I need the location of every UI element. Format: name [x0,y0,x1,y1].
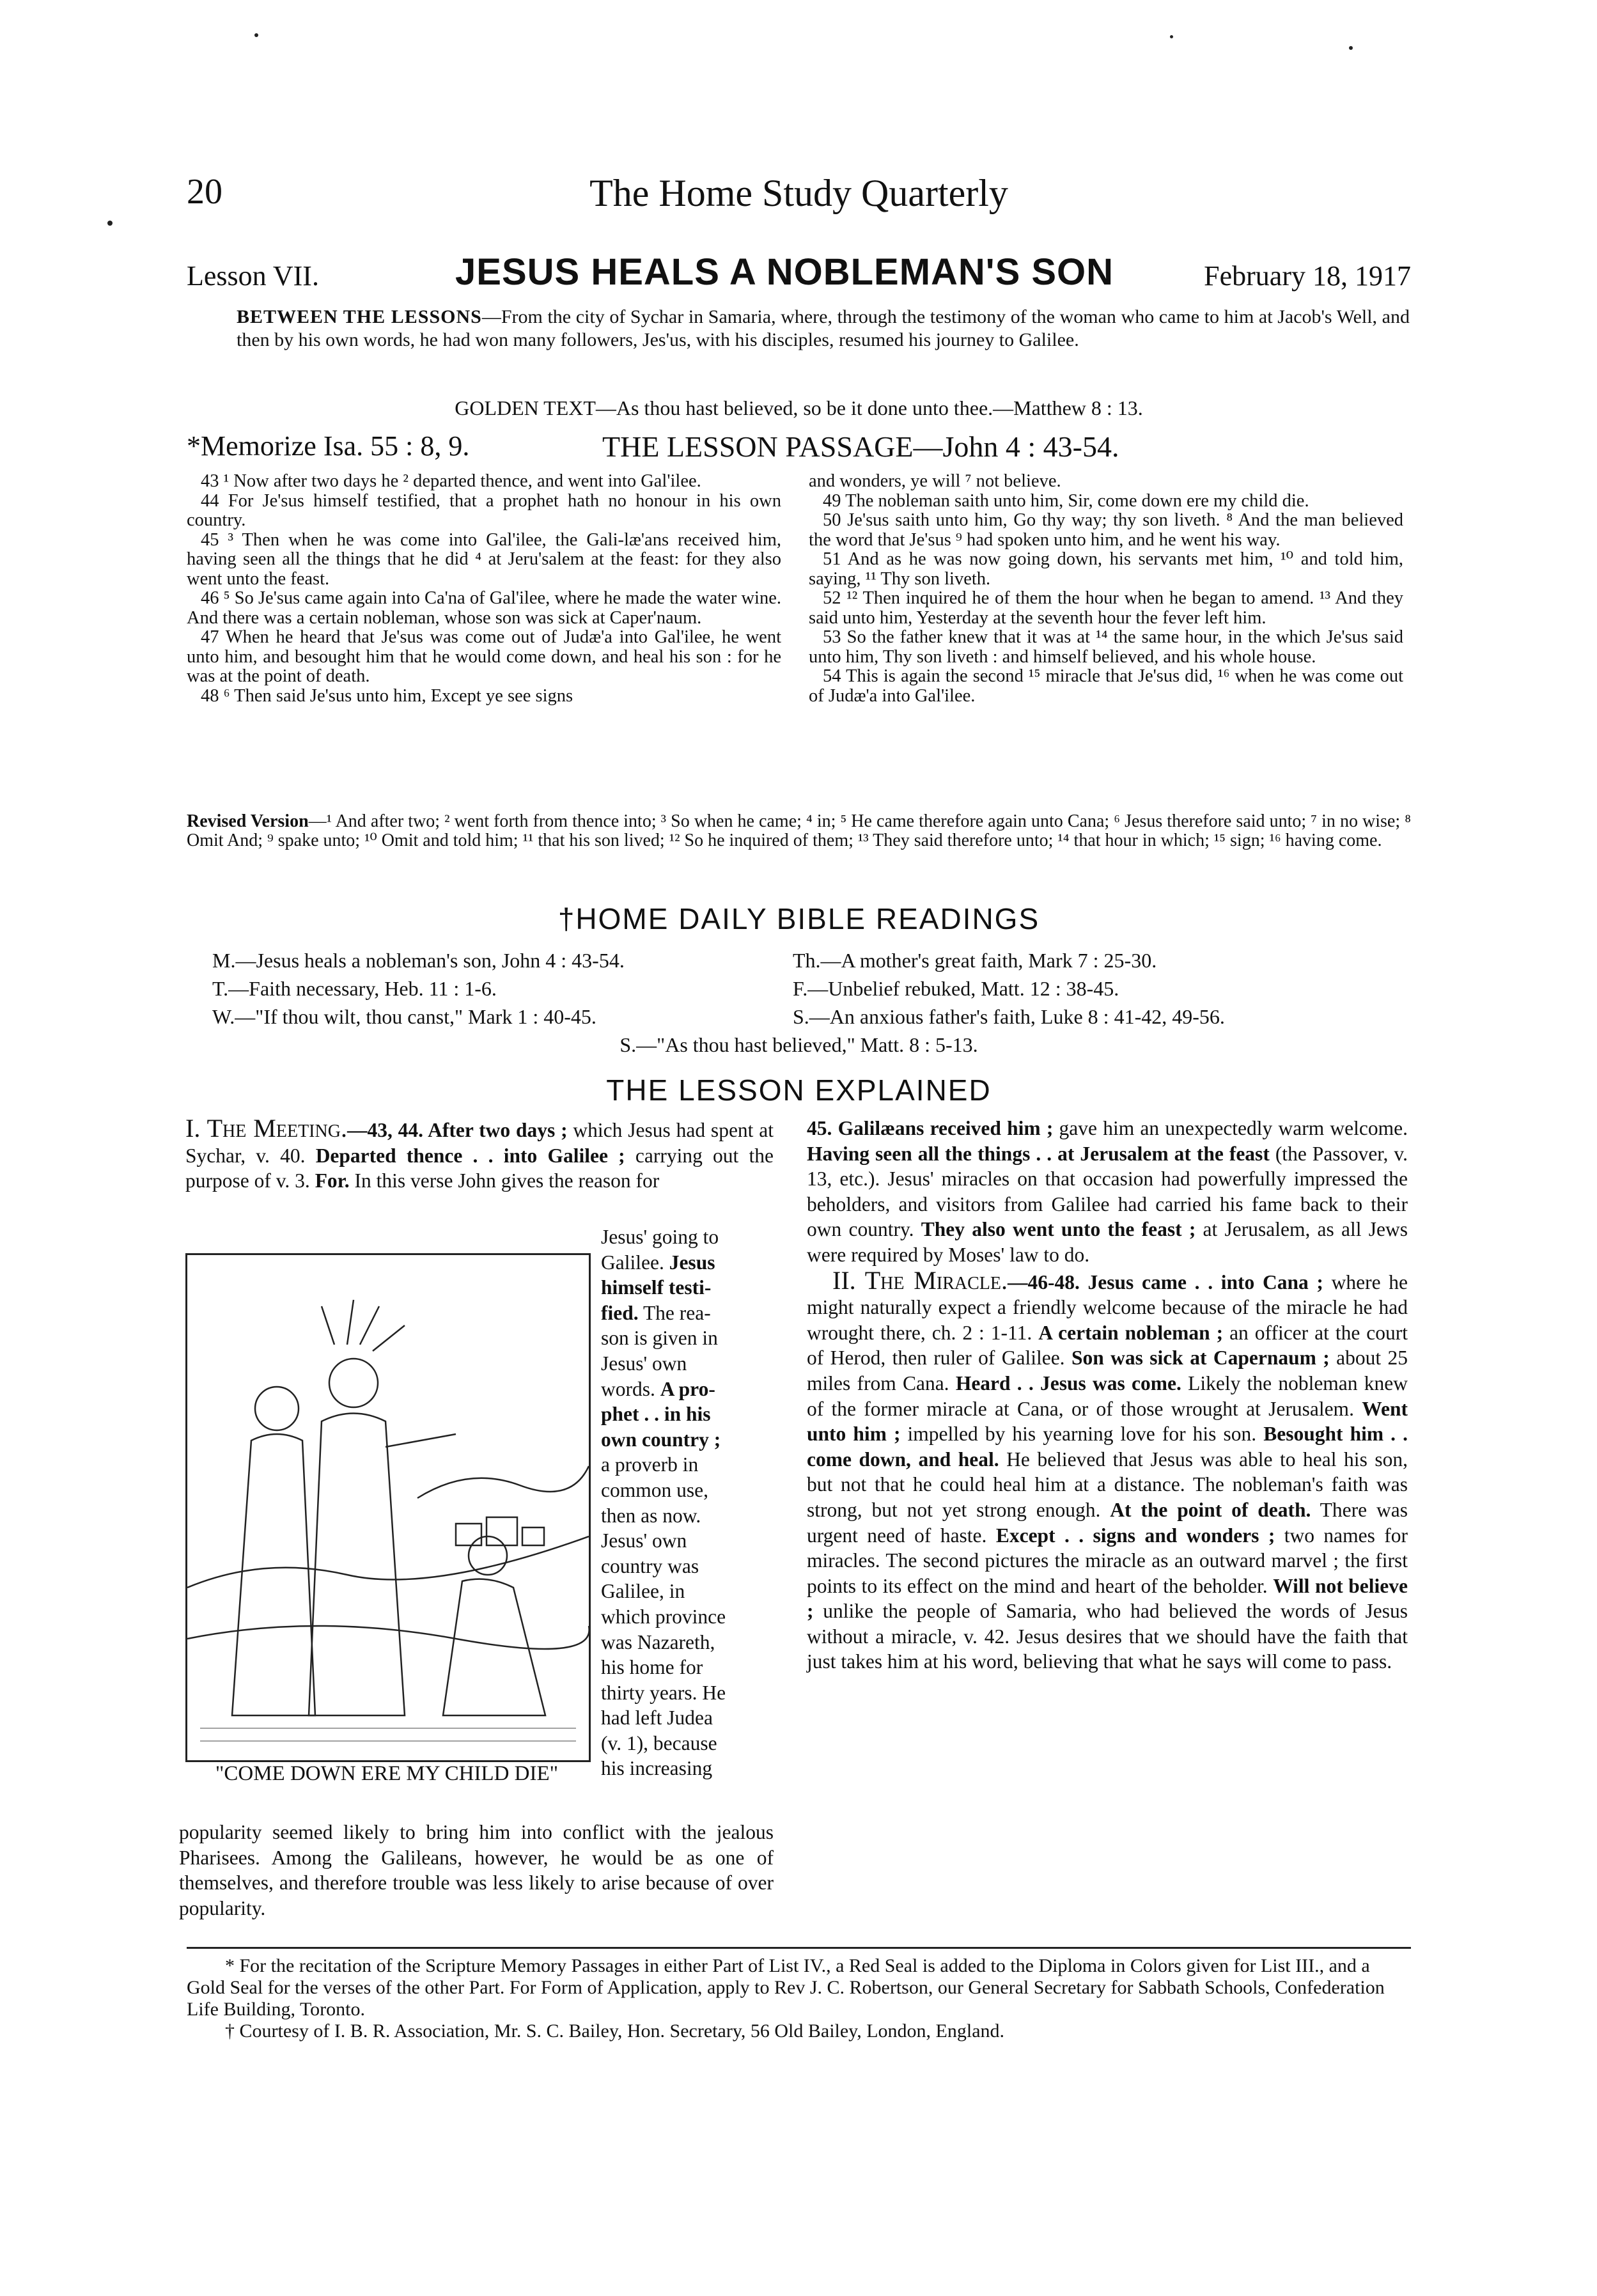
verse: 44 For Je'sus himself testified, that a prophet hath no honour in his own country. [187,490,781,530]
illustration-caption: "COME DOWN ERE MY CHILD DIE" [215,1762,559,1785]
print-speck [254,33,258,37]
verse: 45 ³ Then when he was come into Gal'ilee, the Gali-læ'ans received him, having seen all the things that he did ⁴ at Jeru'salem at the feast: for they also went unto the feast. [187,529,781,589]
reading-item: M.—Jesus heals a nobleman's son, John 4 : 43-54. [212,949,625,972]
revised-version-label: Revised Version [187,811,309,831]
lesson-line [187,251,1411,302]
verse: and wonders, ye will ⁷ not believe. [809,471,1061,491]
section-heading-miracle: II. The Miracle. [832,1265,1008,1295]
journal-title: The Home Study Quarterly [589,172,1008,214]
revised-version [187,812,1411,850]
illustration-come-down [185,1253,591,1762]
verse: 47 When he heard that Je'sus was come out of Judæ'a into Gal'ilee, he went unto him, and besought him that he would come down, and heal his son : for he was at the point of death. [187,627,781,686]
verse: 46 ⁵ So Je'sus came again into Ca'na of Gal'ilee, where he made the water wine. And there was a certain nobleman, whose son was sick at Caper'naum. [187,588,781,628]
footnotes [187,1955,1411,2042]
lesson-number: Lesson VII. [187,260,319,292]
illustration-figures [187,1255,589,1760]
print-speck [107,221,113,226]
print-speck [1170,35,1173,38]
verse: 51 And as he was now going down, his servants met him, ¹⁰ and told him, saying, ¹¹ Thy son liveth. [809,549,1403,589]
explained-right-column: 45. Galilæans received him ; gave him an unexpectedly warm welcome. Having seen all the things . . at Jerusalem at the feast (the Passover, v. 13, etc.). Jesus' miracles on that occasion had powerfully impressed the beholders, and visitors from Galilee had carried his fame back to their own country. They also went unto the feast ; at Jerusalem, as all Jews were required by Moses' law to do. II. The Miracle.—46-48. Jesus came . . into Cana ; where he might naturally expect a friendly welcome because of the miracle he had wrought there, ch. 2 : 1-11. A certain nobleman ; an officer at the court of Herod, then ruler of Galilee. Son was sick at Capernaum ; about 25 miles from Cana. Heard . . Jesus was come. Likely the nobleman knew of the former miracle at Cana, or of those wrought at Jerusalem. Went unto him ; impelled by his yearning love for his son. Besought him . . come down, and heal. He believed that Jesus was able to heal his son, but not that he could heal him at a distance. The nobleman's faith was strong, but not yet strong enough. At the point of death. There was urgent need of haste. Except . . signs and wonders ; two names for miracles. The second pictures the miracle as an outward marvel ; the first points to its effect on the mind and heart of the beholder. Will not believe ; unlike the people of Samaria, who had believed the words of Jesus without a miracle, v. 42. Jesus desires that we should have the faith that just takes him at his word, believing that what he says will come to pass. [807,1117,1408,1673]
reading-item: T.—Faith necessary, Heb. 11 : 1-6. [212,977,497,1000]
footnote-rule [187,1947,1411,1949]
verse: 52 ¹² Then inquired he of them the hour when he began to amend. ¹³ And they said unto him, Yesterday at the seventh hour the fever left him. [809,588,1403,628]
explained-left-bottom: popularity seemed likely to bring him into conflict with the jealous Pharisees. Among the Galileans, however, he would be as one of themselves, and therefore trouble was less likely to arise because of over popularity. [179,1821,774,1919]
lesson-explained-heading: THE LESSON EXPLAINED [606,1074,992,1107]
verse: 54 This is again the second ¹⁵ miracle that Je'sus did, ¹⁶ when he was come out of Judæ'a into Gal'ilee. [809,666,1403,706]
verse: 53 So the father knew that it was at ¹⁴ the same hour, in the which Je'sus said unto him, Thy son liveth : and himself believed, and his whole house. [809,627,1403,667]
reading-item: S.—An anxious father's faith, Luke 8 : 41-42, 49-56. [793,1005,1225,1028]
between-the-lessons [237,306,1410,352]
lesson-title: JESUS HEALS A NOBLEMAN'S SON [455,251,1114,293]
verse: 50 Je'sus saith unto him, Go thy way; thy son liveth. ⁸ And the man believed the word that Je'sus ⁹ had spoken unto him, and he went his way. [809,510,1403,550]
between-text: —From the city of Sychar in Samaria, where, through the testimony of the woman who came to him at Jacob's Well, and then by his own words, he had won many followers, Jes'us, with his disciples, resumed his journey to Galilee. [237,306,1410,350]
revised-version-text: —¹ And after two; ² went forth from thence into; ³ So when he came; ⁴ in; ⁵ He came therefore again unto Cana; ⁶ Jesus therefore said unto; ⁷ in no wise; ⁸ Omit And; ⁹ spake unto; ¹⁰ Omit and told him; ¹¹ that his son lived; ¹² So he inquired of them; ¹³ They said therefore unto; ¹⁴ that hour in which; ¹⁵ sign; ¹⁶ having come. [187,811,1411,850]
reading-item: Th.—A mother's great faith, Mark 7 : 25-30. [793,949,1157,972]
reading-item: S.—"As thou hast believed," Matt. 8 : 5-13. [619,1033,978,1056]
section-heading-meeting: I. The Meeting. [185,1114,347,1143]
reading-item: W.—"If thou wilt, thou canst," Mark 1 : 40-45. [212,1005,596,1028]
memorize-note: *Memorize Isa. 55 : 8, 9. [187,430,470,462]
verse: 48 ⁶ Then said Je'sus unto him, Except ye see signs [201,685,573,706]
passage-right-column [809,472,1403,706]
verse: 49 The nobleman saith unto him, Sir, come down ere my child die. [823,490,1309,511]
footnote-seal: * For the recitation of the Scripture Memory Passages in either Part of List IV., a Red Seal is added to the Diploma in Colors given for List III., and a Gold Seal for the verses of the other Part. For Form of Application, apply to Rev J. C. Robertson, our General Secretary for Sabbath Schools, Confederation Life Building, Toronto. [187,1955,1385,2020]
running-head [187,171,1411,223]
page-number: 20 [187,172,222,212]
passage-heading: THE LESSON PASSAGE—John 4 : 43-54. [602,430,1119,463]
between-label: BETWEEN THE LESSONS [237,306,482,327]
daily-readings-heading: †HOME DAILY BIBLE READINGS [557,902,1040,935]
passage-left-column [187,472,781,706]
explained-left-top: I. The Meeting.—43, 44. After two days ; which Jesus had spent at Sychar, v. 40. Departed thence . . into Galilee ; carrying out the purpose of v. 3. For. In this verse John gives the reason for [185,1114,774,1192]
lesson-date: February 18, 1917 [1204,260,1411,292]
footnote-courtesy: † Courtesy of I. B. R. Association, Mr. S. C. Bailey, Hon. Secretary, 56 Old Bailey, London, England. [225,2020,1005,2042]
golden-text: GOLDEN TEXT—As thou hast believed, so be it done unto thee.—Matthew 8 : 13. [455,396,1143,419]
explained-narrow-column: Jesus' going to Galilee. Jesus himself testi- fied. The rea- son is given in Jesus' own words. A pro- phet . . in his own country ; a proverb in common use, then as now. Jesus' own country was Galilee, in which province was Nazareth, his home for thirty years. He had left Judea (v. 1), because his increasing [601,1226,726,1780]
verse: 43 ¹ Now after two days he ² departed thence, and went into Gal'ilee. [201,471,701,491]
print-speck [1349,46,1353,50]
memorize-line [187,430,1411,468]
reading-item: F.—Unbelief rebuked, Matt. 12 : 38-45. [793,977,1119,1000]
